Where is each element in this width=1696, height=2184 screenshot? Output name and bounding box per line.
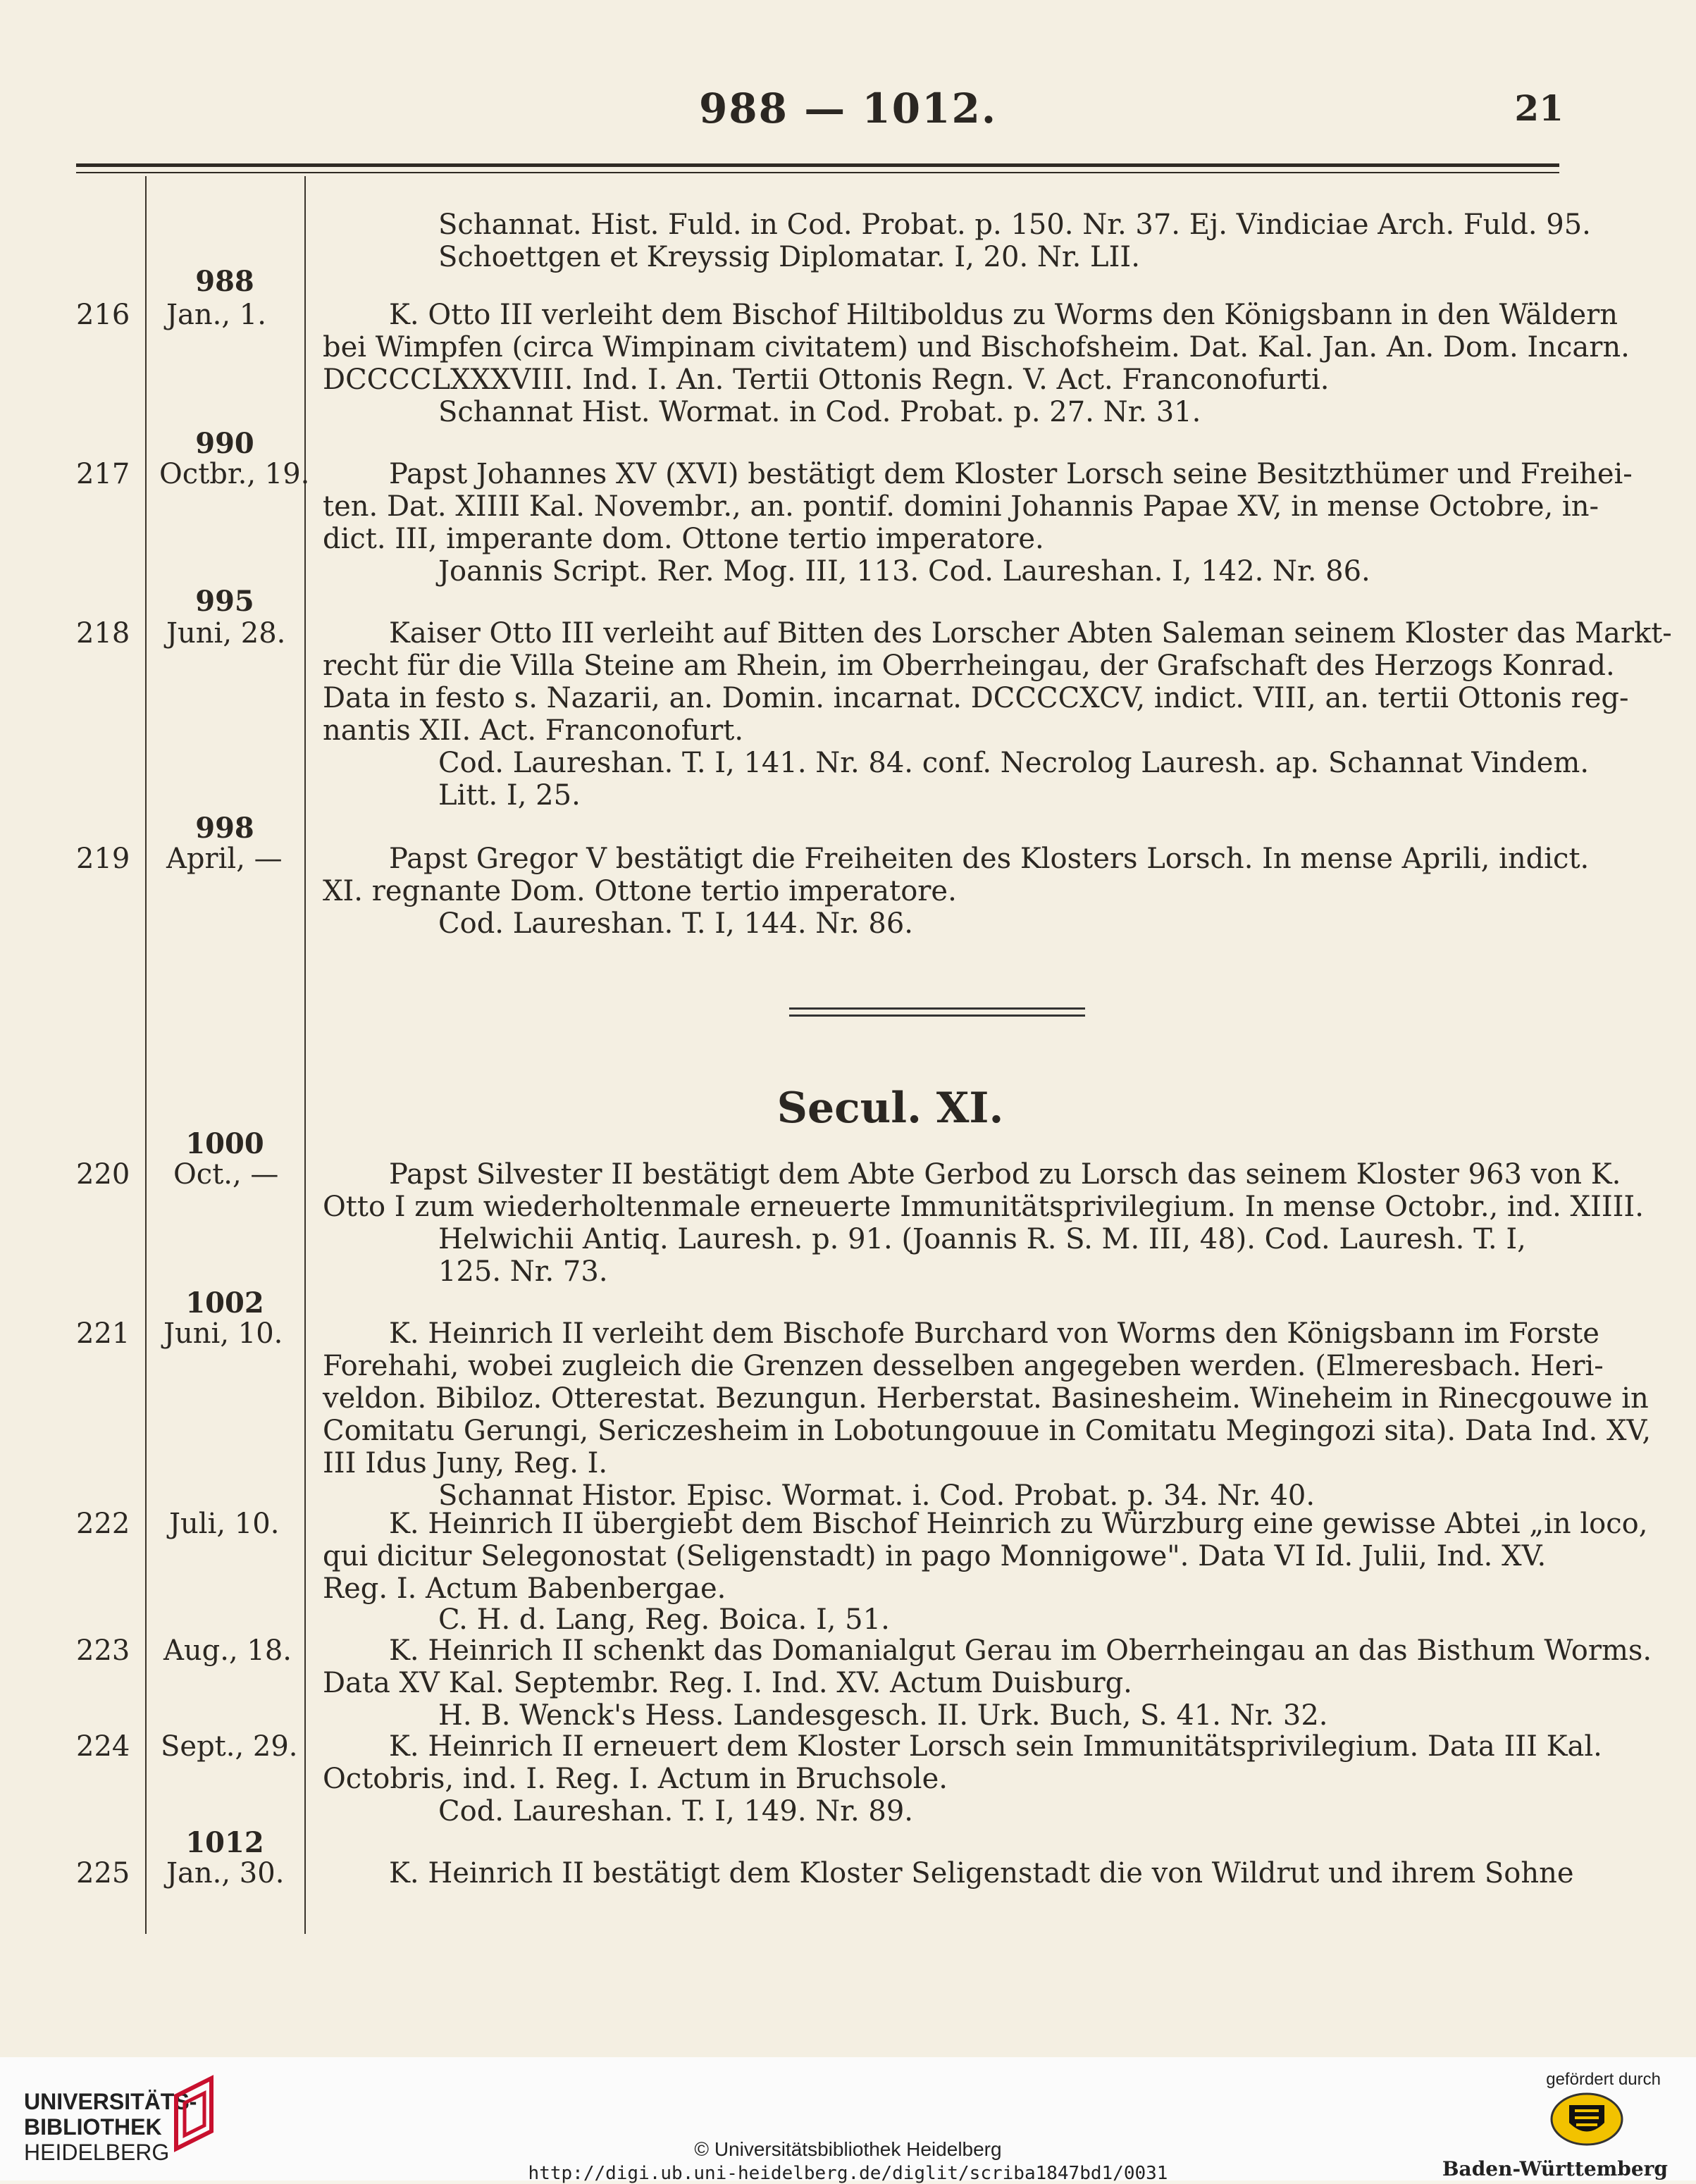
- regest-number: 216: [76, 299, 130, 331]
- year-heading: 998: [195, 812, 254, 845]
- regest-text: Octobris, ind. I. Reg. I. Actum in Bruchsole.: [323, 1763, 948, 1795]
- regest-date: Octbr., 19.: [159, 458, 310, 490]
- regest-text: bei Wimpfen (circa Wimpinam civitatem) und Bischofsheim. Dat. Kal. Jan. An. Dom. Incarn.: [323, 331, 1630, 364]
- citation-line: Cod. Laureshan. T. I, 149. Nr. 89.: [438, 1795, 914, 1828]
- regest-number: 219: [76, 843, 130, 875]
- regest-text: K. Heinrich II erneuert dem Kloster Lorsch sein Immunitätsprivilegium. Data III Kal.: [389, 1730, 1602, 1763]
- citation-line: Helwichii Antiq. Lauresh. p. 91. (Joannis R. S. M. III, 48). Cod. Lauresh. T. I,: [438, 1223, 1526, 1255]
- regest-text: Forehahi, wobei zugleich die Grenzen desselben angegeben werden. (Elmeresbach. Heri-: [323, 1350, 1604, 1382]
- regest-text: XI. regnante Dom. Ottone tertio imperatore.: [323, 875, 957, 907]
- regest-text: ten. Dat. XIIII Kal. Novembr., an. pontif. domini Johannis Papae XV, in mense Octobre, in-: [323, 490, 1599, 523]
- regest-text: K. Otto III verleiht dem Bischof Hiltiboldus zu Worms den Königsbann in den Wäldern: [389, 299, 1618, 331]
- citation-line: C. H. d. Lang, Reg. Boica. I, 51.: [438, 1603, 890, 1636]
- header-rule-thin: [76, 172, 1559, 173]
- regest-date: Oct., —: [173, 1158, 279, 1191]
- column-divider: [304, 176, 306, 1934]
- regest-number: 222: [76, 1508, 130, 1540]
- citation-line: Schannat Hist. Wormat. in Cod. Probat. p. 27. Nr. 31.: [438, 396, 1201, 428]
- regest-text: Data XV Kal. Septembr. Reg. I. Ind. XV. Actum Duisburg.: [323, 1667, 1132, 1699]
- regest-number: 221: [76, 1317, 130, 1350]
- regest-text: recht für die Villa Steine am Rhein, im Oberrheingau, der Grafschaft des Herzogs Konrad.: [323, 650, 1615, 682]
- citation-line: Cod. Laureshan. T. I, 141. Nr. 84. conf. Necrolog Lauresh. ap. Schannat Vindem.: [438, 747, 1590, 779]
- citation-line: 125. Nr. 73.: [438, 1255, 608, 1288]
- copyright-text: © Universitätsbibliothek Heidelberg: [694, 2138, 1002, 2160]
- regest-text: K. Heinrich II bestätigt dem Kloster Seligenstadt die von Wildrut und ihrem Sohne: [389, 1857, 1574, 1890]
- regest-text: qui dicitur Selegonostat (Seligenstadt) in pago Monnigowe". Data VI Id. Julii, Ind. XV.: [323, 1540, 1547, 1572]
- regest-text: Kaiser Otto III verleiht auf Bitten des Lorscher Abten Saleman seinem Kloster das Markt-: [389, 617, 1672, 650]
- citation-line: Joannis Script. Rer. Mog. III, 113. Cod. Laureshan. I, 142. Nr. 86.: [438, 555, 1370, 588]
- regest-number: 218: [76, 617, 130, 650]
- regest-text: Comitatu Gerungi, Sericzesheim in Lobotungouue in Comitatu Megingozi sita). Data Ind. XV,: [323, 1415, 1652, 1447]
- regest-number: 217: [76, 458, 130, 490]
- year-heading: 1002: [185, 1286, 264, 1320]
- regest-text: Papst Gregor V bestätigt die Freiheiten des Klosters Lorsch. In mense Aprili, indict.: [389, 843, 1590, 875]
- regest-date: Aug., 18.: [163, 1634, 292, 1667]
- state-coat-of-arms-icon: [1548, 2091, 1626, 2147]
- year-heading: 1012: [185, 1826, 264, 1859]
- regest-text: Otto I zum wiederholtenmale erneuerte Immunitätsprivilegium. In mense Octobr., ind. XIIII.: [323, 1191, 1644, 1223]
- regest-number: 224: [76, 1730, 130, 1763]
- year-heading: 1000: [185, 1127, 264, 1160]
- page-number: 21: [1514, 87, 1564, 129]
- regest-date: Jan., 30.: [166, 1857, 285, 1890]
- section-heading: Secul. XI.: [776, 1084, 1004, 1133]
- regest-text: Reg. I. Actum Babenbergae.: [323, 1572, 726, 1605]
- regest-number: 220: [76, 1158, 130, 1191]
- library-logo-line: UNIVERSITÄTS-: [24, 2089, 197, 2114]
- permalink-url[interactable]: http://digi.ub.uni-heidelberg.de/diglit/scriba1847bd1/0031: [528, 2163, 1168, 2184]
- funding-label: gefördert durch: [1546, 2070, 1661, 2089]
- regest-date: Jan., 1.: [166, 299, 266, 331]
- regest-number: 223: [76, 1634, 130, 1667]
- regest-text: Data in festo s. Nazarii, an. Domin. incarnat. DCCCCXCV, indict. VIII, an. tertii Ottonis reg-: [323, 682, 1629, 714]
- regest-date: Juni, 28.: [166, 617, 286, 650]
- regest-text: Papst Silvester II bestätigt dem Abte Gerbod zu Lorsch das seinem Kloster 963 von K.: [389, 1158, 1621, 1191]
- section-divider: [789, 1015, 1085, 1017]
- regest-text: III Idus Juny, Reg. I.: [323, 1447, 608, 1479]
- regest-date: Juli, 10.: [169, 1508, 280, 1540]
- year-heading: 990: [195, 427, 254, 460]
- citation-line: Cod. Laureshan. T. I, 144. Nr. 86.: [438, 907, 914, 940]
- regest-text: DCCCCLXXXVIII. Ind. I. An. Tertii Ottonis Regn. V. Act. Franconofurti.: [323, 364, 1330, 396]
- header-rule: [76, 163, 1559, 167]
- section-divider: [789, 1007, 1085, 1010]
- citation-line: Schannat. Hist. Fuld. in Cod. Probat. p. 150. Nr. 37. Ej. Vindiciae Arch. Fuld. 95.: [438, 209, 1591, 241]
- citation-line: Schoettgen et Kreyssig Diplomatar. I, 20. Nr. LII.: [438, 241, 1140, 273]
- regest-text: K. Heinrich II übergiebt dem Bischof Heinrich zu Würzburg eine gewisse Abtei „in loco,: [389, 1508, 1648, 1540]
- page-header-title: 988 — 1012.: [698, 85, 998, 132]
- funder-name: Baden-Württemberg: [1442, 2157, 1668, 2180]
- regest-number: 225: [76, 1857, 130, 1890]
- citation-line: Litt. I, 25.: [438, 779, 581, 812]
- regest-date: Juni, 10.: [163, 1317, 283, 1350]
- library-logo-line: HEIDELBERG: [24, 2140, 170, 2165]
- regest-text: dict. III, imperante dom. Ottone tertio imperatore.: [323, 523, 1044, 555]
- citation-line: Schannat Histor. Episc. Wormat. i. Cod. Probat. p. 34. Nr. 40.: [438, 1479, 1316, 1512]
- regest-text: nantis XII. Act. Franconofurt.: [323, 714, 744, 747]
- regest-text: veldon. Bibiloz. Otterestat. Bezungun. Herberstat. Basinesheim. Wineheim in Rinecgouwe in: [323, 1382, 1649, 1415]
- regest-date: Sept., 29.: [161, 1730, 298, 1763]
- regest-date: April, —: [166, 843, 283, 875]
- year-heading: 988: [195, 265, 254, 298]
- regest-text: K. Heinrich II verleiht dem Bischofe Burchard von Worms den Königsbann im Forste: [389, 1317, 1599, 1350]
- citation-line: H. B. Wenck's Hess. Landesgesch. II. Urk. Buch, S. 41. Nr. 32.: [438, 1699, 1328, 1732]
- year-heading: 995: [195, 585, 254, 618]
- regest-text: K. Heinrich II schenkt das Domanialgut Gerau im Oberrheingau an das Bisthum Worms.: [389, 1634, 1652, 1667]
- library-logo-line: BIBLIOTHEK: [24, 2114, 162, 2140]
- regest-text: Papst Johannes XV (XVI) bestätigt dem Kloster Lorsch seine Besitzthümer und Freihei-: [389, 458, 1633, 490]
